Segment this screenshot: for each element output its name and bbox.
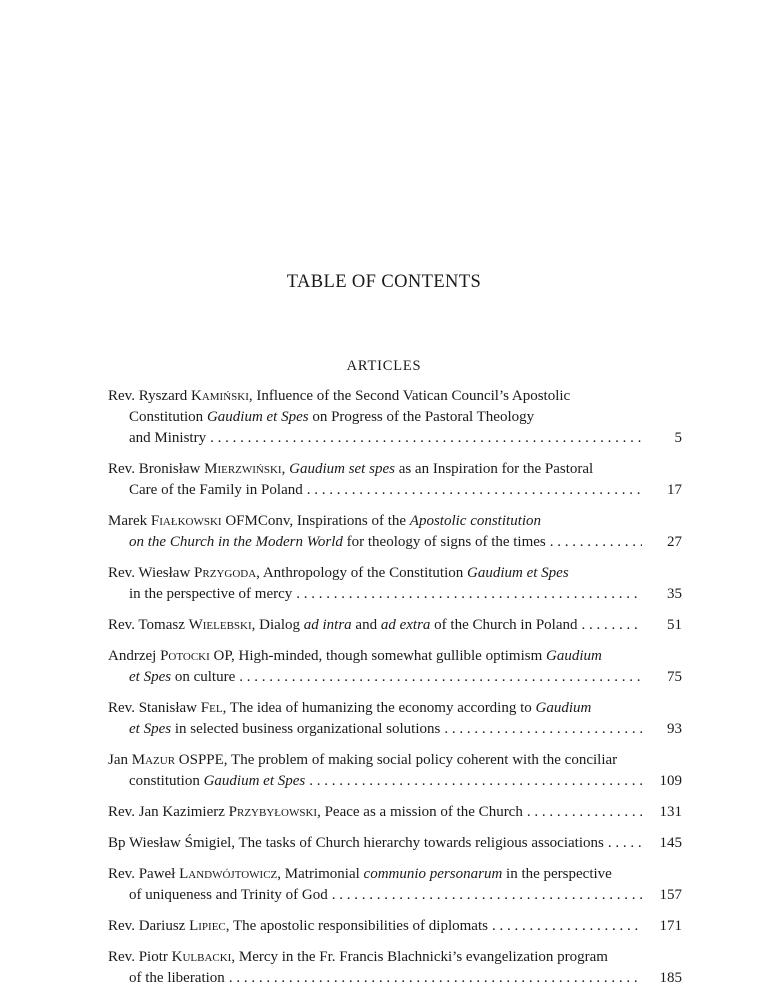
toc-entry-last-line [108, 428, 682, 449]
dot-leader [309, 771, 642, 792]
dot-leader [239, 667, 642, 688]
toc-page-number: 35 [667, 586, 682, 602]
toc-page-number: 157 [659, 887, 682, 903]
toc-page-number: 51 [667, 617, 682, 633]
toc-page-number: 185 [659, 970, 682, 986]
toc-page-number: 17 [667, 482, 682, 498]
page-title: TABLE OF CONTENTS [286, 272, 482, 292]
toc-entry-text: et Spes in selected business organizational solutions [129, 721, 441, 737]
toc-entry-text: Care of the Family in Poland [129, 482, 303, 498]
toc-entry[interactable] [108, 802, 682, 823]
toc-entry-text: of the liberation [129, 970, 225, 986]
toc-page-number: 93 [667, 721, 682, 737]
dot-leader [229, 968, 642, 989]
toc-entry-last-line [108, 480, 682, 501]
toc-page-number: 75 [667, 669, 682, 685]
dot-leader [444, 719, 642, 740]
toc-entry-text: Rev. Jan Kazimierz Przybyłowski, Peace as a mission of the Church [108, 804, 523, 820]
toc-entry-line: Rev. Bronisław Mierzwiński, Gaudium set spes as an Inspiration for the Pastoral [108, 461, 594, 477]
toc-page-number: 131 [659, 804, 682, 820]
dot-leader [527, 802, 642, 823]
toc-entry-line: Constitution Gaudium et Spes on Progress of the Pastoral Theology [129, 409, 535, 425]
toc-entry[interactable] [108, 511, 682, 553]
toc-entry-last-line [108, 667, 682, 688]
toc-entry-text: Rev. Tomasz Wielebski, Dialog ad intra and ad extra of the Church in Poland [108, 617, 578, 633]
toc-entry-last-line [108, 584, 682, 605]
toc-entry-text: Rev. Dariusz Lipiec, The apostolic responsibilities of diplomats [108, 918, 488, 934]
dot-leader [582, 615, 643, 636]
toc-entry[interactable] [108, 947, 682, 989]
toc-entry-text: in the perspective of mercy [129, 586, 293, 602]
toc-entry-line: Marek Fiałkowski OFMConv, Inspirations of the Apostolic constitution [108, 513, 542, 529]
toc-entry[interactable] [108, 916, 682, 937]
section-heading: ARTICLES [346, 358, 422, 374]
toc-entry[interactable] [108, 698, 682, 740]
dot-leader [492, 916, 642, 937]
toc-entry-last-line [108, 802, 682, 823]
toc-entry[interactable] [108, 386, 682, 449]
toc-entry-last-line [108, 771, 682, 792]
dot-leader [307, 480, 642, 501]
toc-list [108, 386, 682, 999]
toc-entry-text: on the Church in the Modern World for theology of signs of the times [129, 534, 546, 550]
toc-entry[interactable] [108, 646, 682, 688]
dot-leader [550, 532, 642, 553]
toc-entry-text: Bp Wiesław Śmigiel, The tasks of Church hierarchy towards religious associations [108, 835, 604, 851]
toc-entry-text: and Ministry [129, 430, 207, 446]
toc-entry-text: constitution Gaudium et Spes [129, 773, 306, 789]
toc-entry-last-line [108, 968, 682, 989]
toc-entry[interactable] [108, 833, 682, 854]
toc-entry-last-line [108, 615, 682, 636]
toc-entry-text: et Spes on culture [129, 669, 236, 685]
toc-page-number: 5 [674, 430, 682, 446]
dot-leader [608, 833, 642, 854]
toc-page-number: 109 [659, 773, 682, 789]
toc-entry-line: Rev. Wiesław Przygoda, Anthropology of the Constitution Gaudium et Spes [108, 565, 569, 581]
toc-entry[interactable] [108, 750, 682, 792]
toc-entry-line: Andrzej Potocki OP, High-minded, though somewhat gullible optimism Gaudium [108, 648, 602, 664]
toc-entry[interactable] [108, 615, 682, 636]
toc-entry-line: Rev. Paweł Landwójtowicz, Matrimonial communio personarum in the perspective [108, 866, 612, 882]
toc-page-number: 145 [659, 835, 682, 851]
dot-leader [332, 885, 642, 906]
toc-entry[interactable] [108, 459, 682, 501]
dot-leader [296, 584, 642, 605]
toc-entry[interactable] [108, 563, 682, 605]
toc-page-number: 27 [667, 534, 682, 550]
toc-entry-line: Rev. Piotr Kulbacki, Mercy in the Fr. Francis Blachnicki’s evangelization program [108, 949, 608, 965]
toc-entry[interactable] [108, 864, 682, 906]
toc-entry-last-line [108, 916, 682, 937]
toc-entry-line: Rev. Stanisław Fel, The idea of humanizing the economy according to Gaudium [108, 700, 592, 716]
toc-entry-last-line [108, 532, 682, 553]
dot-leader [210, 428, 642, 449]
toc-entry-line: Rev. Ryszard Kamiński, Influence of the Second Vatican Council’s Apostolic [108, 388, 571, 404]
toc-entry-line: Jan Mazur OSPPE, The problem of making social policy coherent with the conciliar [108, 752, 618, 768]
toc-entry-last-line [108, 833, 682, 854]
toc-entry-text: of uniqueness and Trinity of God [129, 887, 328, 903]
toc-page-number: 171 [659, 918, 682, 934]
toc-entry-last-line [108, 885, 682, 906]
toc-entry-last-line [108, 719, 682, 740]
